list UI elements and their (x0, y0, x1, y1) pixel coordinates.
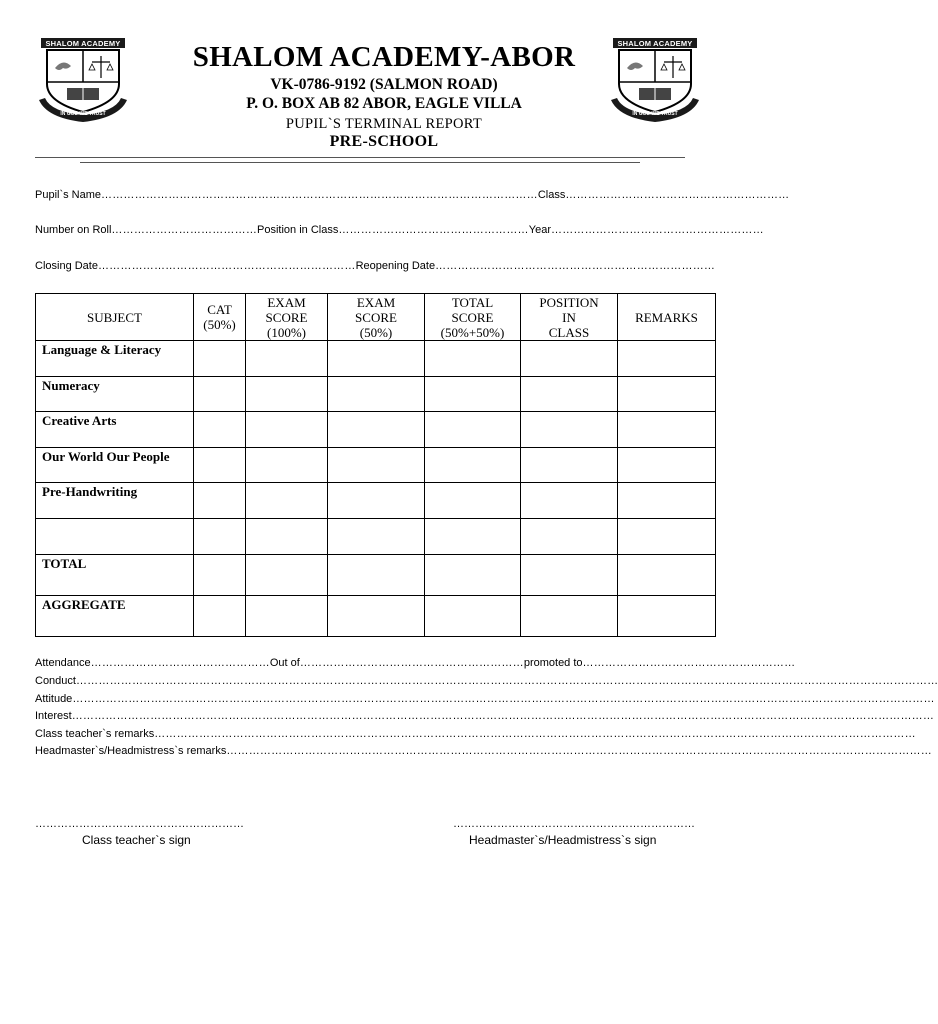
school-level: PRE-SCHOOL (329, 133, 439, 150)
exam100-cell[interactable] (246, 341, 328, 377)
cat-cell[interactable] (194, 555, 246, 596)
position-cell[interactable] (521, 555, 618, 596)
roll-row (35, 224, 764, 236)
header-exam-score-100: EXAM SCORE (100%) (246, 294, 328, 341)
exam50-cell[interactable] (328, 377, 425, 412)
closing-date-label: Closing Date (35, 260, 98, 272)
conduct-field[interactable]: …………………………………………………………………………………………………………………………………………………………………………………………………………… (75, 675, 938, 687)
attitude-field[interactable]: …………………………………………………………………………………………………………………………………………………………………………………………………………… (72, 693, 935, 705)
table-row (36, 412, 716, 448)
attitude-label: Attitude (35, 693, 73, 705)
subject-cell (36, 519, 194, 555)
promoted-to-label: promoted to (523, 657, 583, 669)
total-cell[interactable] (425, 341, 521, 377)
remarks-cell[interactable] (618, 448, 716, 483)
header-cat: CAT (50%) (194, 294, 246, 341)
exam100-cell[interactable] (246, 377, 328, 412)
subject-cell: Creative Arts (36, 412, 194, 448)
exam50-cell[interactable] (328, 555, 425, 596)
total-cell[interactable] (425, 377, 521, 412)
subject-cell: Our World Our People (36, 448, 194, 483)
subject-cell: Pre-Handwriting (36, 483, 194, 519)
position-cell[interactable] (521, 341, 618, 377)
out-of-field[interactable]: …………………………………………………… (299, 657, 524, 669)
subject-cell: AGGREGATE (36, 596, 194, 637)
pupil-name-field[interactable]: ……………………………………………………………………………………………………… (101, 189, 538, 201)
attendance-row (35, 657, 796, 669)
attendance-label: Attendance (35, 657, 91, 669)
dates-row (35, 260, 735, 272)
cat-cell[interactable] (194, 519, 246, 555)
reopening-date-field[interactable]: ………………………………………………………………… (435, 260, 716, 272)
head-remarks-field[interactable]: ……………………………………………………………………………………………………………………………………………………………………… (226, 745, 932, 757)
interest-field[interactable]: …………………………………………………………………………………………………………………………………………………………………………………………………………… (71, 710, 935, 722)
table-row (36, 377, 716, 412)
total-cell[interactable] (425, 596, 521, 637)
subject-cell: TOTAL (36, 555, 194, 596)
reopening-date-label: Reopening Date (355, 260, 436, 272)
cat-cell[interactable] (194, 596, 246, 637)
cat-cell[interactable] (194, 412, 246, 448)
teacher-remarks-field[interactable]: …………………………………………………………………………………………………………………………………………………………………………………… (154, 728, 916, 740)
teacher-signature-line[interactable]: ………………………………………………… (35, 818, 244, 830)
cat-cell[interactable] (194, 483, 246, 519)
subject-cell: Numeracy (36, 377, 194, 412)
year-field[interactable]: ………………………………………………… (551, 224, 764, 236)
conduct-row (35, 675, 938, 687)
exam100-cell[interactable] (246, 412, 328, 448)
position-cell[interactable] (521, 596, 618, 637)
teacher-sign-label: Class teacher`s sign (82, 833, 191, 847)
remarks-cell[interactable] (618, 377, 716, 412)
exam50-cell[interactable] (328, 596, 425, 637)
exam100-cell[interactable] (246, 483, 328, 519)
roll-field[interactable]: ………………………………… (111, 224, 258, 236)
subject-cell: Language & Literacy (36, 341, 194, 377)
head-remarks-row (35, 745, 932, 757)
remarks-cell[interactable] (618, 412, 716, 448)
position-cell[interactable] (521, 377, 618, 412)
roll-label: Number on Roll (35, 224, 112, 236)
exam100-cell[interactable] (246, 519, 328, 555)
address-line: P. O. BOX AB 82 ABOR, EAGLE VILLA (246, 95, 522, 112)
school-name: SHALOM ACADEMY-ABOR (192, 41, 576, 73)
exam100-cell[interactable] (246, 596, 328, 637)
total-cell[interactable] (425, 448, 521, 483)
crest-motto: IN GOD WE TRUST (632, 111, 678, 117)
header-total-score: TOTAL SCORE (50%+50%) (425, 294, 521, 341)
crest-banner-text: SHALOM ACADEMY (617, 39, 693, 48)
exam100-cell[interactable] (246, 448, 328, 483)
table-row-total (36, 555, 716, 596)
school-crest-left (37, 38, 129, 124)
cat-cell[interactable] (194, 341, 246, 377)
header-divider (80, 162, 640, 163)
exam100-cell[interactable] (246, 555, 328, 596)
exam50-cell[interactable] (328, 341, 425, 377)
cat-cell[interactable] (194, 377, 246, 412)
position-cell[interactable] (521, 519, 618, 555)
remarks-cell[interactable] (618, 341, 716, 377)
total-cell[interactable] (425, 555, 521, 596)
cat-cell[interactable] (194, 448, 246, 483)
head-remarks-label: Headmaster`s/Headmistress`s remarks (35, 745, 227, 757)
interest-row (35, 710, 935, 722)
remarks-cell[interactable] (618, 519, 716, 555)
out-of-label: Out of (269, 657, 300, 669)
phone-line: VK-0786-9192 (SALMON ROAD) (270, 76, 498, 93)
position-cell[interactable] (521, 483, 618, 519)
total-cell[interactable] (425, 483, 521, 519)
table-row (36, 448, 716, 483)
header-subject: SUBJECT (36, 294, 194, 341)
teacher-remarks-row (35, 728, 916, 740)
table-row-aggregate (36, 596, 716, 637)
total-cell[interactable] (425, 412, 521, 448)
position-cell[interactable] (521, 412, 618, 448)
promoted-to-field[interactable]: ………………………………………………… (582, 657, 796, 669)
position-cell[interactable] (521, 448, 618, 483)
table-header-row (36, 294, 716, 341)
class-label: Class (537, 189, 566, 201)
table-row (36, 519, 716, 555)
teacher-remarks-label: Class teacher`s remarks (35, 728, 155, 740)
conduct-label: Conduct (35, 675, 76, 687)
closing-date-field[interactable]: …………………………………………………………… (97, 260, 356, 272)
interest-label: Interest (35, 710, 72, 722)
remarks-cell[interactable] (618, 555, 716, 596)
pupil-name-row (35, 189, 790, 201)
attendance-field[interactable]: ………………………………………… (90, 657, 270, 669)
table-row (36, 483, 716, 519)
exam50-cell[interactable] (328, 448, 425, 483)
head-sign-label: Headmaster`s/Headmistress`s sign (469, 833, 657, 847)
position-label: Position in Class (257, 224, 339, 236)
header-exam-score-50: EXAM SCORE (50%) (328, 294, 425, 341)
exam50-cell[interactable] (328, 412, 425, 448)
header-remarks: REMARKS (618, 294, 716, 341)
year-label: Year (528, 224, 551, 236)
total-cell[interactable] (425, 519, 521, 555)
remarks-cell[interactable] (618, 596, 716, 637)
table-row (36, 341, 716, 377)
class-field[interactable]: …………………………………………………… (565, 189, 790, 201)
attitude-row (35, 693, 935, 705)
position-field[interactable]: …………………………………………… (338, 224, 529, 236)
head-signature-line[interactable]: ………………………………………………………… (453, 818, 695, 830)
header-position: POSITION IN CLASS (521, 294, 618, 341)
remarks-cell[interactable] (618, 483, 716, 519)
pupil-name-label: Pupil`s Name (35, 189, 102, 201)
report-title: PUPIL`S TERMINAL REPORT (285, 116, 483, 132)
exam50-cell[interactable] (328, 483, 425, 519)
exam50-cell[interactable] (328, 519, 425, 555)
crest-banner-text: SHALOM ACADEMY (45, 39, 121, 48)
header-divider (35, 157, 685, 158)
grades-table (35, 293, 716, 637)
crest-motto: IN GOD WE TRUST (60, 111, 106, 117)
